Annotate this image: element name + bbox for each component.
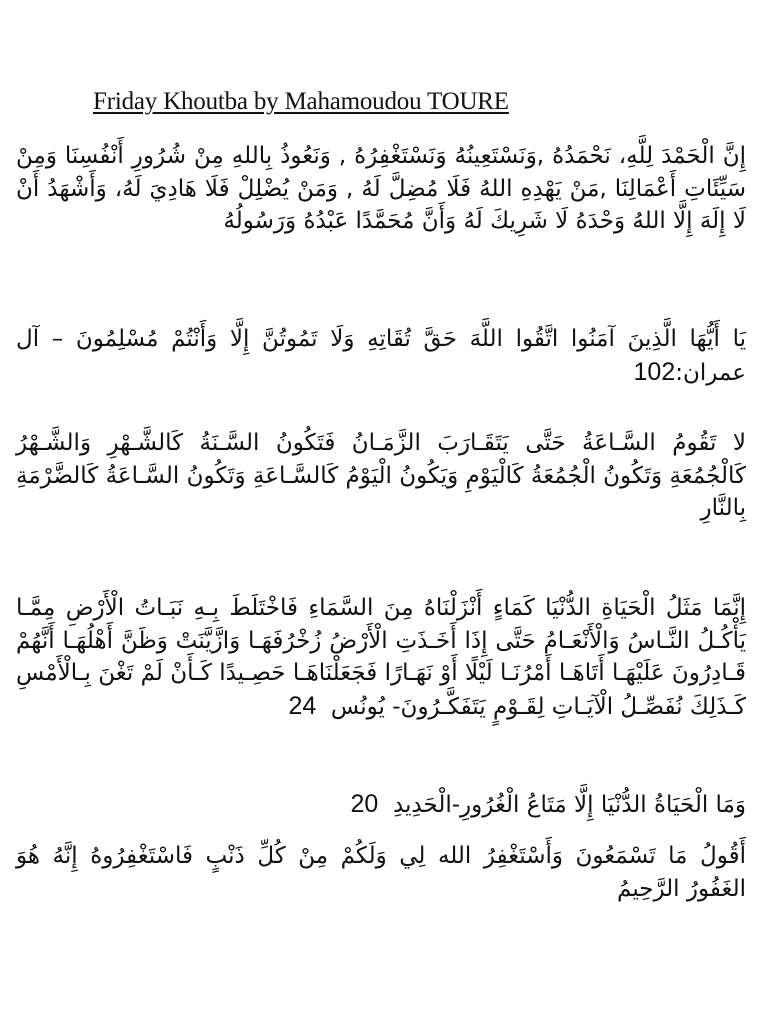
verse-reference [351, 792, 379, 818]
opening-praise-paragraph [16, 140, 746, 238]
paragraph-text: لا تَقُومُ السَّـاعَةُ حَتَّى يَتَقَـارَبَ الزَّمَـانُ فَتَكُونُ السَّـنَةُ كَالشَّـهْرِ وَالشَّـهْرُ كَالْجُمُعَةِ وَتَكُونُ الْجُمُعَةُ كَالْيَوْمِ وَيَكُونُ الْيَوْمُ كَالسَّـاعَةِ وَتَكُونُ السَّـاعَةُ كَالضَّرْمَةِ بِالنَّارِ [16, 430, 746, 521]
quran-verse-yunus-paragraph [16, 592, 746, 723]
document-title: Friday Khoutba by Mahamoudou TOURE [93, 88, 509, 115]
quran-verse-al-hadid-paragraph [16, 788, 746, 822]
hadith-paragraph [16, 427, 746, 525]
paragraph-text: وَمَا الْحَيَاةُ الدُّنْيَا إِلَّا مَتَاعُ الْغُرُورِ-الْحَدِيدِ [392, 792, 746, 818]
paragraph-text: أَقُولُ مَا تَسْمَعُونَ وَأَسْتَغْفِرُ الله لِي وَلَكُمْ مِنْ كُلِّ ذَنْبٍ فَاسْتَغْفِرُوهُ إِنَّهُ هُوَ الغَفُورُ الرَّحِيمُ [16, 843, 746, 902]
verse-reference [288, 691, 385, 720]
verse-number: 20 [350, 790, 379, 818]
quran-verse-al-imran-paragraph [16, 323, 746, 389]
verse-number: 24 [288, 691, 317, 720]
paragraph-text: إِنَّمَا مَثَلُ الْحَيَاةِ الدُّنْيَا كَمَاءٍ أَنْزَلْنَاهُ مِنَ السَّمَاءِ فَاخْتَلَطَ بِـهِ نَبَـاتُ الْأَرْضِ مِمَّـا يَأْكُـلُ النَّـاسُ وَالْأَنْعَـامُ حَتَّى إِذَا أَخَـذَتِ الْأَرْضُ زُخْرُفَهَـا وَازَّيَّنَتْ وَظَنَّ أَهْلُهَـا أَنَّهُمْ قَـادِرُونَ عَلَيْهَـا أَتَاهَـا أَمْرُنَـا لَيْلًا أَوْ نَهَـارًا فَجَعَلْنَاهَـا حَصِـيدًا كَـأَنْ لَمْ تَغْنَ بِـالْأَمْسِ كَـذَلِكَ نُفَصِّـلُ الْآيَـاتِ لِقَـوْمٍ يَتَفَكَّـرُونَ- [16, 595, 746, 720]
surah-name: آل عمران: [16, 326, 746, 386]
paragraph-text: إِنَّ الْحَمْدَ لِلَّهِ، نَحْمَدُهُ ,وَنَسْتَعِينُهُ وَنَسْتَغْفِرُهُ , وَنَعُوذُ بِاللهِ مِنْ شُرُورِ أَنْفُسِنَا وَمِنْ سَيِّئَاتِ أَعْمَالِنَا ,مَنْ يَهْدِهِ اللهُ فَلَا مُضِلَّ لَهُ , وَمَنْ يُضْلِلْ فَلَا هَادِيَ لَهُ، وَأَشْهَدُ أَنْ لَا إِلَهَ إِلَّا اللهُ وَحْدَهُ لَا شَرِيكَ لَهُ وَأَنَّ مُحَمَّدًا عَبْدُهُ وَرَسُولُهُ [16, 143, 746, 234]
surah-name: يُونُس [330, 693, 385, 720]
closing-istighfar-paragraph [16, 840, 746, 905]
verse-number: 102 [633, 357, 676, 386]
paragraph-text: يَا أَيُّهَا الَّذِينَ آمَنُوا اتَّقُوا اللَّهَ حَقَّ تُقَاتِهِ وَلَا تَمُوتُنَّ إِلَّا وَأَنْتُمْ مُسْلِمُونَ – [51, 326, 746, 352]
